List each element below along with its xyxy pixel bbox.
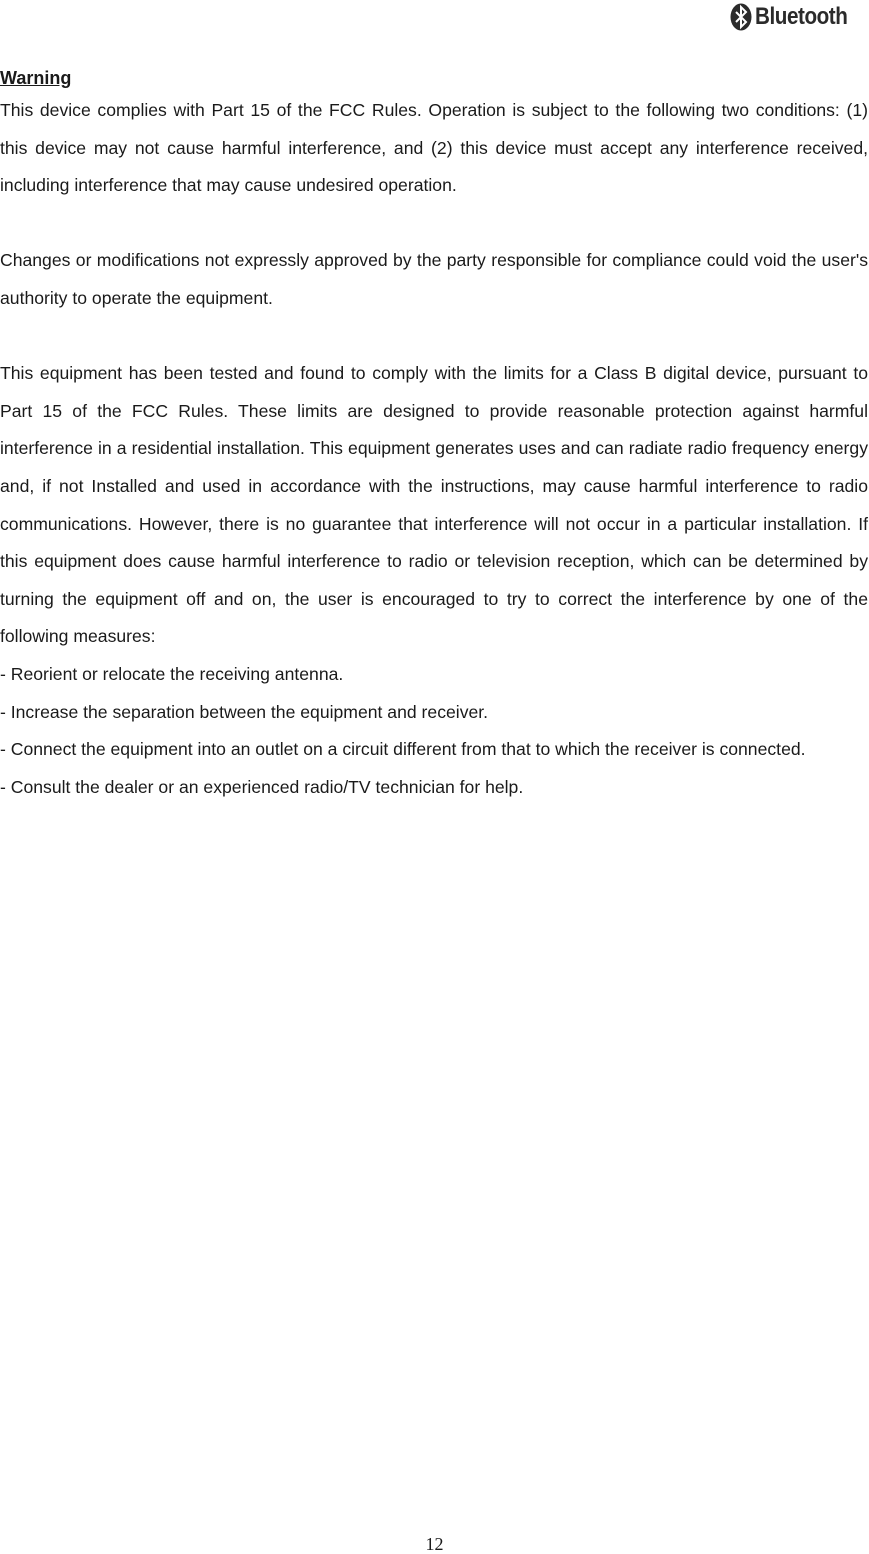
class-b-paragraph: This equipment has been tested and found to comply with the limits for a Class B digital device, pursuant to Part 15 of the FCC Rules. These limits are designed to provide reasonable protection against harmful interference in a residential installation. This equipment generates uses and can radiate radio frequency energy and, if not Installed and used in accordance with the instructions, may cause harmful interference to radio communications. However, there is no guarantee that interference will not occur in a particular installation. If this equipment does cause harmful interference to radio or television reception, which can be determined by turning the equipment off and on, the user is encouraged to try to correct the interference by one of the following measures: bbox=[0, 363, 868, 647]
page-number: 12 bbox=[425, 1534, 444, 1554]
measure-item: - Reorient or relocate the receiving antenna. bbox=[0, 663, 344, 684]
measure-item: - Connect the equipment into an outlet on a circuit different from that to which the receiver is connected. bbox=[0, 739, 806, 760]
spacer bbox=[0, 318, 868, 356]
measure-item: - Consult the dealer or an experienced radio/TV technician for help. bbox=[0, 776, 524, 797]
bluetooth-wordmark: Bluetooth bbox=[755, 3, 848, 30]
warning-heading: Warning bbox=[0, 68, 72, 88]
measure-item: - Increase the separation between the equipment and receiver. bbox=[0, 701, 489, 722]
bluetooth-icon bbox=[730, 3, 752, 31]
spacer bbox=[0, 205, 868, 243]
bluetooth-logo bbox=[730, 2, 865, 32]
fcc-compliance-paragraph: This device complies with Part 15 of the FCC Rules. Operation is subject to the following two conditions: (1) this device may not cause harmful interference, and (2) this device must accept any interference received, including interference that may cause undesired operation. bbox=[0, 100, 868, 196]
document-body bbox=[0, 64, 868, 806]
modifications-paragraph: Changes or modifications not expressly approved by the party responsible for compliance could void the user's authority to operate the equipment. bbox=[0, 250, 868, 308]
